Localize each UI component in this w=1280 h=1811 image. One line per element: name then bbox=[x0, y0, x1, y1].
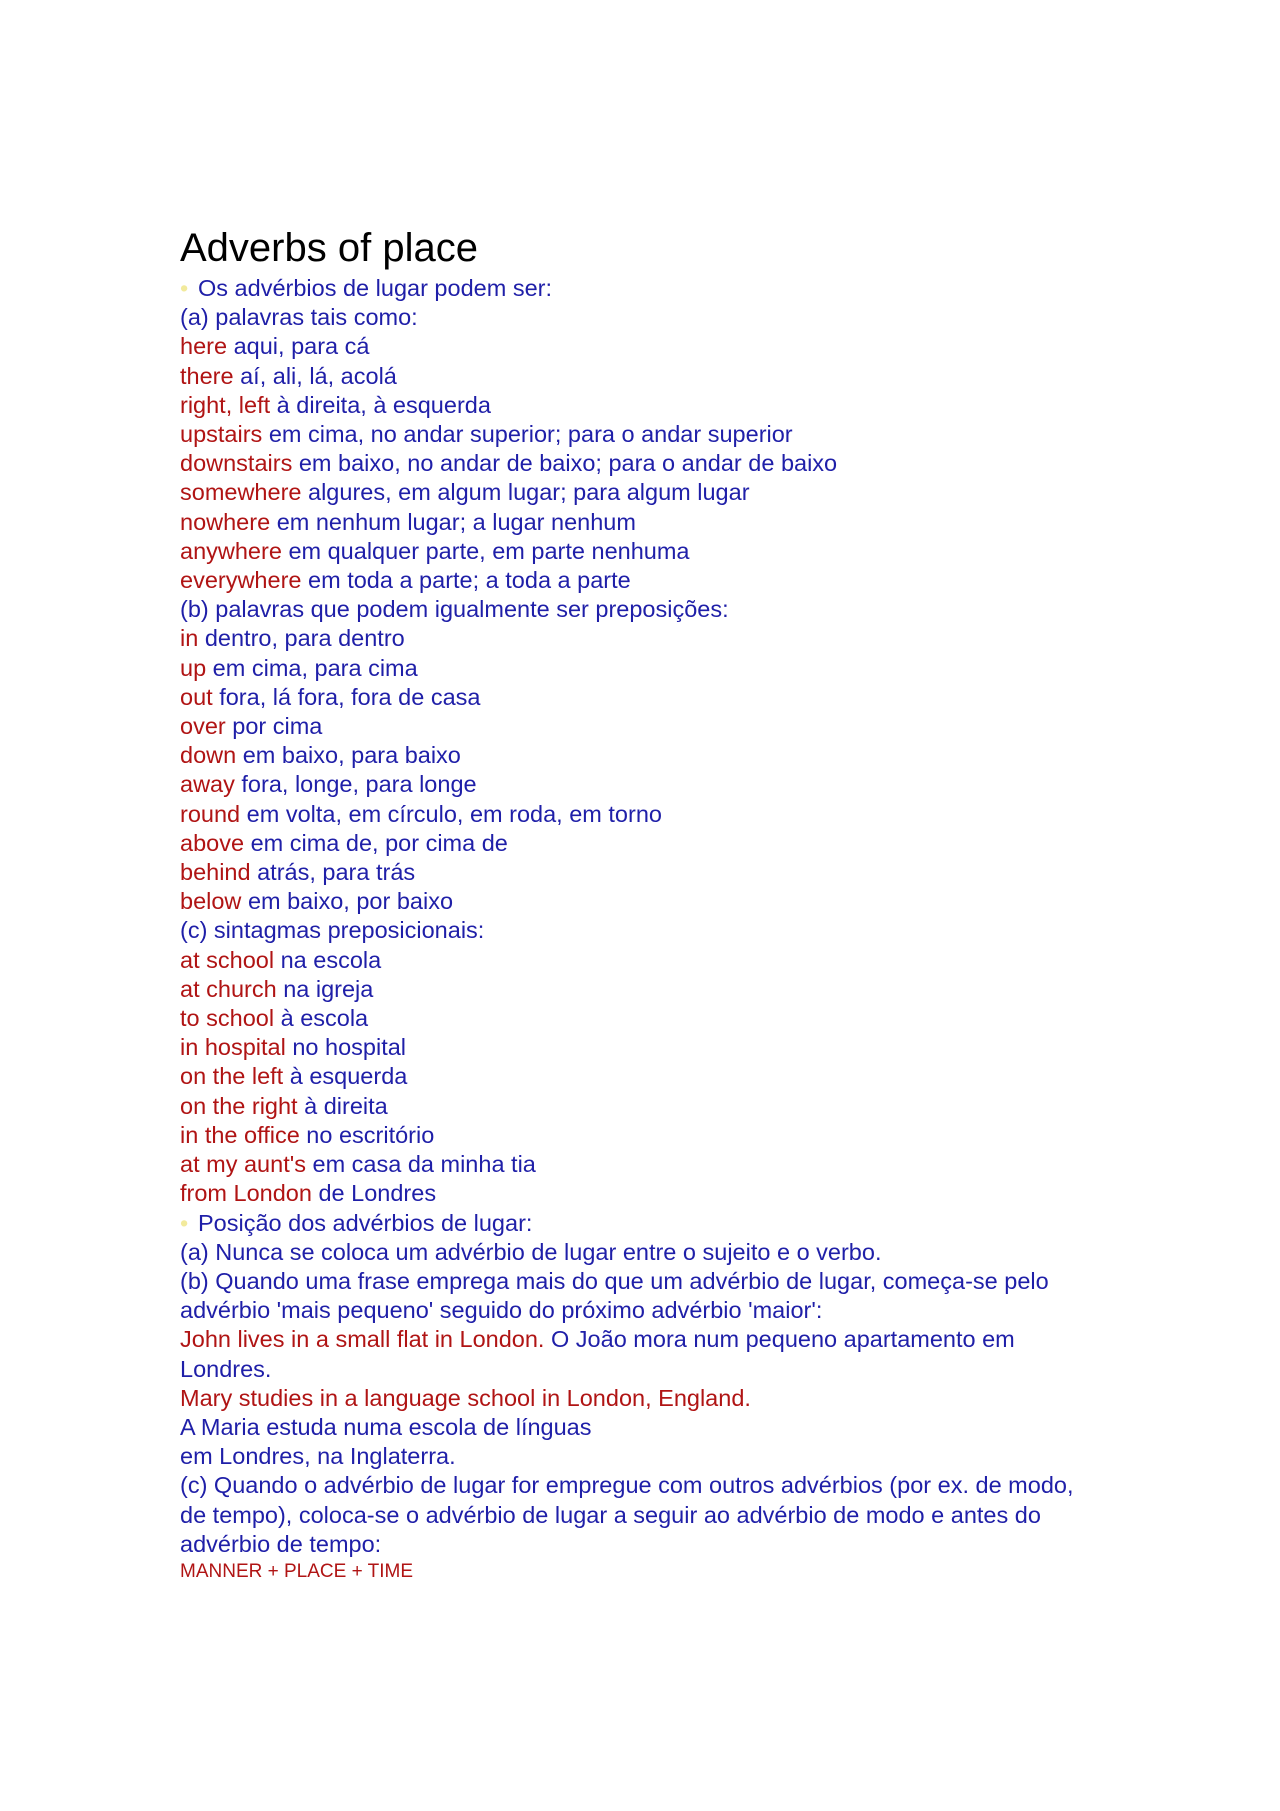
english-term: anywhere bbox=[180, 537, 282, 564]
section-a-heading: (a) palavras tais como: bbox=[180, 304, 418, 331]
portuguese-translation: à escola bbox=[280, 1005, 369, 1032]
english-term: downstairs bbox=[180, 450, 293, 477]
portuguese-translation: fora, longe, para longe bbox=[241, 771, 477, 798]
english-term: from London bbox=[180, 1180, 312, 1207]
vocab-row bbox=[180, 800, 1080, 829]
english-term: down bbox=[180, 742, 237, 769]
english-term: above bbox=[180, 829, 245, 856]
english-term: here bbox=[180, 333, 228, 360]
example-1-portuguese: O João mora num pequeno apartamento em Londres. bbox=[180, 1326, 1015, 1382]
portuguese-translation: aí, ali, lá, acolá bbox=[240, 362, 397, 389]
english-term: away bbox=[180, 771, 235, 798]
example-1 bbox=[180, 1325, 1080, 1383]
vocab-row bbox=[180, 1004, 1080, 1033]
intro-line bbox=[180, 274, 1080, 303]
section-b-list bbox=[180, 624, 1080, 916]
portuguese-translation: em volta, em círculo, em roda, em torno bbox=[246, 800, 662, 827]
example-2-portuguese-line-2: em Londres, na Inglaterra. bbox=[180, 1443, 456, 1470]
portuguese-translation: em baixo, por baixo bbox=[247, 888, 454, 915]
portuguese-translation: atrás, para trás bbox=[257, 859, 416, 886]
section-c-list bbox=[180, 946, 1080, 1209]
english-term: nowhere bbox=[180, 508, 271, 535]
vocab-row bbox=[180, 858, 1080, 887]
bullet-icon: • bbox=[180, 1209, 189, 1236]
portuguese-translation: por cima bbox=[232, 713, 323, 740]
portuguese-translation: de Londres bbox=[318, 1180, 437, 1207]
portuguese-translation: em nenhum lugar; a lugar nenhum bbox=[276, 508, 636, 535]
vocab-row bbox=[180, 1033, 1080, 1062]
vocab-row bbox=[180, 508, 1080, 537]
english-term: on the right bbox=[180, 1092, 298, 1119]
portuguese-translation: em cima, no andar superior; para o andar superior bbox=[268, 421, 793, 448]
portuguese-translation: no escritório bbox=[306, 1121, 435, 1148]
english-term: out bbox=[180, 683, 213, 710]
english-term: in bbox=[180, 625, 199, 652]
english-term: in hospital bbox=[180, 1034, 286, 1061]
english-term: upstairs bbox=[180, 421, 263, 448]
english-term: at school bbox=[180, 946, 275, 973]
portuguese-translation: em cima de, por cima de bbox=[250, 829, 508, 856]
vocab-row bbox=[180, 566, 1080, 595]
intro-text: Os advérbios de lugar podem ser: bbox=[198, 275, 552, 301]
vocab-row bbox=[180, 741, 1080, 770]
english-term: everywhere bbox=[180, 567, 302, 594]
english-term: on the left bbox=[180, 1063, 284, 1090]
english-term: to school bbox=[180, 1005, 275, 1032]
position-heading-line bbox=[180, 1209, 1080, 1238]
english-term: right, left bbox=[180, 391, 271, 418]
vocab-row bbox=[180, 478, 1080, 507]
english-term: in the office bbox=[180, 1121, 300, 1148]
portuguese-translation: em toda a parte; a toda a parte bbox=[308, 567, 631, 594]
vocab-row bbox=[180, 1179, 1080, 1208]
english-term: over bbox=[180, 713, 226, 740]
vocab-row bbox=[180, 1062, 1080, 1091]
portuguese-translation: na igreja bbox=[283, 975, 374, 1002]
vocab-row bbox=[180, 712, 1080, 741]
portuguese-translation: em baixo, para baixo bbox=[242, 742, 461, 769]
vocab-row bbox=[180, 332, 1080, 361]
english-term: behind bbox=[180, 859, 251, 886]
portuguese-translation: na escola bbox=[280, 946, 382, 973]
vocab-row bbox=[180, 1121, 1080, 1150]
example-2-english: Mary studies in a language school in London, England. bbox=[180, 1384, 751, 1411]
portuguese-translation: algures, em algum lugar; para algum lugar bbox=[308, 479, 750, 506]
portuguese-translation: em casa da minha tia bbox=[312, 1151, 536, 1178]
english-term: somewhere bbox=[180, 479, 302, 506]
portuguese-translation: aqui, para cá bbox=[233, 333, 370, 360]
section-b-heading: (b) palavras que podem igualmente ser preposições: bbox=[180, 596, 729, 623]
english-term: there bbox=[180, 362, 234, 389]
document-page bbox=[180, 226, 1080, 1585]
vocab-row bbox=[180, 391, 1080, 420]
example-2-portuguese-line-1: A Maria estuda numa escola de línguas bbox=[180, 1413, 592, 1440]
portuguese-translation: fora, lá fora, fora de casa bbox=[219, 683, 481, 710]
portuguese-translation: à direita, à esquerda bbox=[276, 391, 491, 418]
vocab-row bbox=[180, 946, 1080, 975]
vocab-row bbox=[180, 420, 1080, 449]
vocab-row bbox=[180, 537, 1080, 566]
vocab-row bbox=[180, 624, 1080, 653]
english-term: round bbox=[180, 800, 241, 827]
portuguese-translation: à esquerda bbox=[289, 1063, 408, 1090]
rule-a: (a) Nunca se coloca um advérbio de lugar entre o sujeito e o verbo. bbox=[180, 1238, 882, 1265]
vocab-row bbox=[180, 683, 1080, 712]
section-c-heading: (c) sintagmas preposicionais: bbox=[180, 917, 485, 944]
vocab-row bbox=[180, 362, 1080, 391]
english-term: at my aunt's bbox=[180, 1151, 306, 1178]
vocab-row bbox=[180, 1092, 1080, 1121]
english-term: below bbox=[180, 888, 242, 915]
position-heading: Posição dos advérbios de lugar: bbox=[198, 1209, 533, 1236]
vocab-row bbox=[180, 829, 1080, 858]
vocab-row bbox=[180, 887, 1080, 916]
section-a-list bbox=[180, 332, 1080, 595]
english-term: at church bbox=[180, 975, 277, 1002]
portuguese-translation: à direita bbox=[304, 1092, 388, 1119]
vocab-row bbox=[180, 449, 1080, 478]
rule-b: (b) Quando uma frase emprega mais do que um advérbio de lugar, começa-se pelo advérbio 'mais pequeno' seguido do próximo advérbio 'maior': bbox=[180, 1267, 1049, 1324]
portuguese-translation: em baixo, no andar de baixo; para o andar de baixo bbox=[298, 450, 838, 477]
vocab-row bbox=[180, 654, 1080, 683]
portuguese-translation: dentro, para dentro bbox=[204, 625, 405, 652]
bullet-icon: • bbox=[180, 275, 189, 301]
formula: MANNER + PLACE + TIME bbox=[180, 1560, 413, 1582]
portuguese-translation: em qualquer parte, em parte nenhuma bbox=[288, 537, 690, 564]
vocab-row bbox=[180, 1150, 1080, 1179]
vocab-row bbox=[180, 770, 1080, 799]
rule-c: (c) Quando o advérbio de lugar for empregue com outros advérbios (por ex. de modo, de tempo), coloca-se o advérbio de lugar a seguir ao advérbio de modo e antes do advérbio de tempo: bbox=[180, 1472, 1074, 1557]
vocab-row bbox=[180, 975, 1080, 1004]
english-term: up bbox=[180, 654, 207, 681]
page-title: Adverbs of place bbox=[180, 226, 478, 270]
portuguese-translation: no hospital bbox=[292, 1034, 407, 1061]
portuguese-translation: em cima, para cima bbox=[212, 654, 418, 681]
example-1-english: John lives in a small flat in London. bbox=[180, 1326, 545, 1353]
